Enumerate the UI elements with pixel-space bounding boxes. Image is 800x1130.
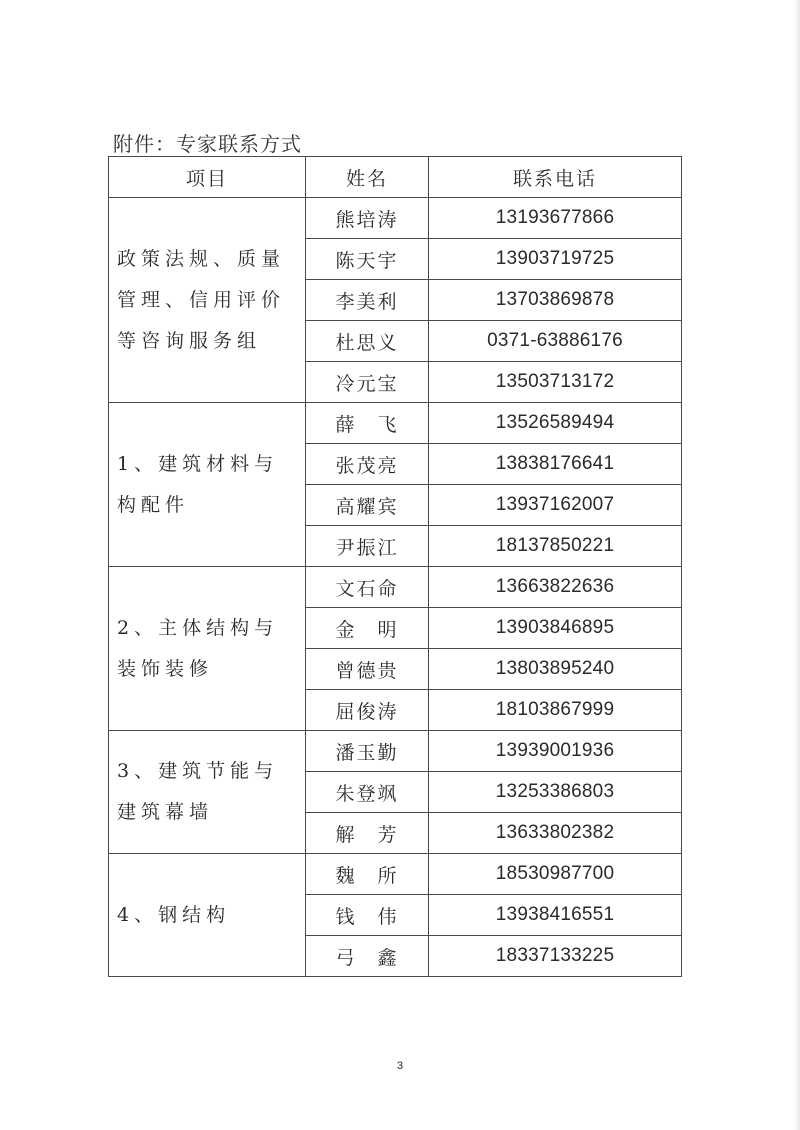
expert-name-cell: 张茂亮 (306, 444, 429, 485)
project-cell: 政策法规、质量管理、信用评价等咨询服务组 (109, 198, 306, 403)
project-cell: 4、钢结构 (109, 854, 306, 977)
expert-phone-cell: 18103867999 (429, 690, 682, 731)
expert-name-cell: 金 明 (306, 608, 429, 649)
expert-name-cell: 熊培涛 (306, 198, 429, 239)
expert-phone-cell: 13193677866 (429, 198, 682, 239)
expert-phone-cell: 13663822636 (429, 567, 682, 608)
expert-name-cell: 杜思义 (306, 321, 429, 362)
expert-contact-table (108, 156, 682, 977)
page-number: 3 (396, 1060, 404, 1072)
table-row (109, 567, 682, 608)
project-cell: 1、建筑材料与构配件 (109, 403, 306, 567)
header-project: 项目 (109, 157, 306, 198)
header-name: 姓名 (306, 157, 429, 198)
document-title: 附件：专家联系方式 (113, 132, 302, 156)
expert-name-cell: 弓 鑫 (306, 936, 429, 977)
header-phone: 联系电话 (429, 157, 682, 198)
expert-phone-cell: 18530987700 (429, 854, 682, 895)
expert-name-cell: 钱 伟 (306, 895, 429, 936)
expert-name-cell: 解 芳 (306, 813, 429, 854)
expert-phone-cell: 18137850221 (429, 526, 682, 567)
expert-name-cell: 冷元宝 (306, 362, 429, 403)
expert-phone-cell: 13939001936 (429, 731, 682, 772)
expert-name-cell: 魏 所 (306, 854, 429, 895)
expert-phone-cell: 13633802382 (429, 813, 682, 854)
expert-name-cell: 文石命 (306, 567, 429, 608)
project-cell: 3、建筑节能与建筑幕墙 (109, 731, 306, 854)
expert-name-cell: 屈俊涛 (306, 690, 429, 731)
table-row (109, 731, 682, 772)
expert-name-cell: 陈天宇 (306, 239, 429, 280)
table-body (109, 198, 682, 977)
expert-name-cell: 朱登飒 (306, 772, 429, 813)
expert-name-cell: 薛 飞 (306, 403, 429, 444)
table-row (109, 198, 682, 239)
expert-name-cell: 李美利 (306, 280, 429, 321)
expert-phone-cell: 13903719725 (429, 239, 682, 280)
expert-name-cell: 尹振江 (306, 526, 429, 567)
table-row (109, 854, 682, 895)
table-header-row (109, 157, 682, 198)
expert-phone-cell: 13503713172 (429, 362, 682, 403)
expert-phone-cell: 13838176641 (429, 444, 682, 485)
expert-phone-cell: 13253386803 (429, 772, 682, 813)
expert-phone-cell: 13938416551 (429, 895, 682, 936)
expert-name-cell: 高耀宾 (306, 485, 429, 526)
expert-phone-cell: 13903846895 (429, 608, 682, 649)
expert-phone-cell: 13803895240 (429, 649, 682, 690)
expert-phone-cell: 13526589494 (429, 403, 682, 444)
expert-name-cell: 曾德贵 (306, 649, 429, 690)
table-row (109, 403, 682, 444)
project-cell: 2、主体结构与装饰装修 (109, 567, 306, 731)
expert-phone-cell: 13937162007 (429, 485, 682, 526)
expert-phone-cell: 13703869878 (429, 280, 682, 321)
expert-phone-cell: 0371-63886176 (429, 321, 682, 362)
expert-phone-cell: 18337133225 (429, 936, 682, 977)
expert-name-cell: 潘玉勤 (306, 731, 429, 772)
page-edge-shadow (794, 0, 800, 1130)
